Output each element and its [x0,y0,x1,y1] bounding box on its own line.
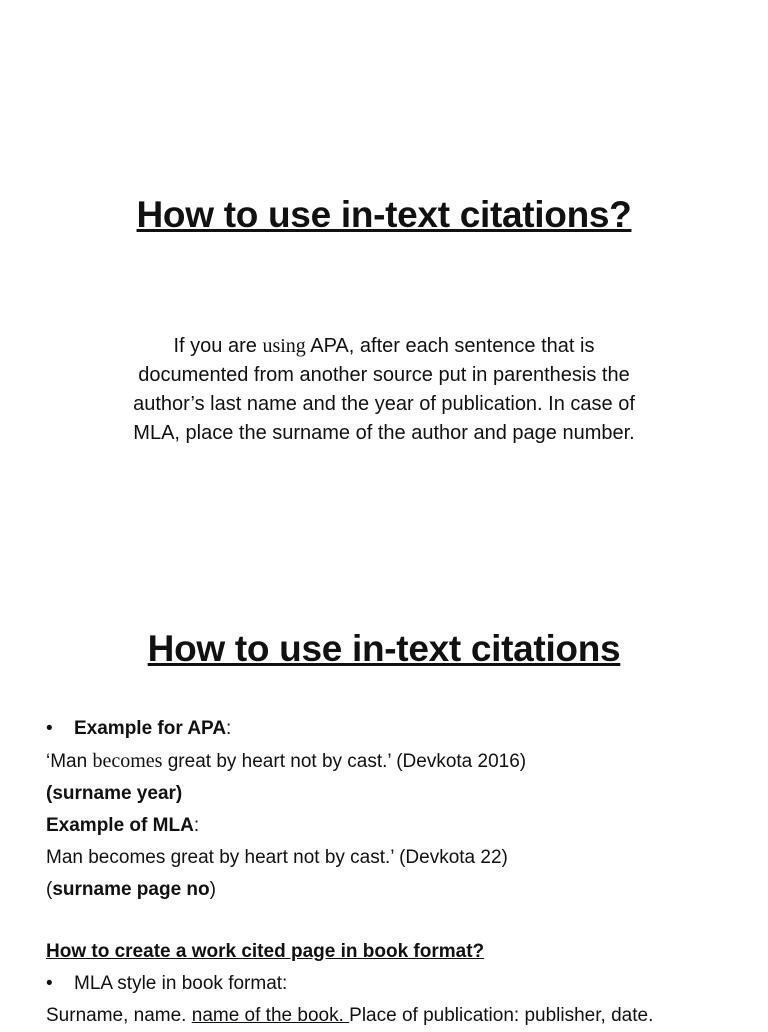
mla-format-bold: surname page no [52,879,210,900]
mla-quote: Man becomes great by heart not by cast.’ (Devkota 22) [46,847,508,868]
mla-label: Example of MLA [46,815,194,836]
apa-quote-serif-word: becomes [92,750,163,772]
apa-quote [46,745,746,778]
apa-quote-start: ‘Man [46,751,93,772]
slide1-title: How to use in-text citations? [136,194,632,235]
mla-book-bullet-text: MLA style in book format: [74,973,288,994]
intro-text-start: If you are [173,335,263,357]
mla-book-bullet [46,968,746,1000]
mla-example-heading [46,810,746,842]
mla-colon: : [193,815,200,836]
works-cited-heading: How to create a work cited page in book format? [46,941,485,962]
book-format-end: Place of publication: publisher, date. [349,1005,654,1026]
bullet-icon: • [46,718,53,739]
intro-serif-word: using [262,335,306,357]
book-format-title: name of the book. [191,1005,350,1026]
mla-format [46,874,746,906]
book-format-start: Surname, name. [46,1005,192,1026]
spacer [46,906,746,936]
apa-colon: : [226,718,232,739]
apa-example-heading [46,713,746,745]
slide2-title: How to use in-text citations [147,628,621,669]
apa-label: Example for APA [74,718,227,739]
mla-format-close: ) [209,879,216,900]
intro-text-end: APA, after each sentence that is documented from another source put in parenthesis the author’s last name and the year of publication. In case of MLA, place the surname of the author and page number. [133,335,635,444]
apa-format: (surname year) [46,783,183,804]
bullet-icon: • [46,973,53,994]
intro-paragraph [120,332,648,448]
book-format [46,1000,746,1032]
citation-examples [46,713,746,1032]
mla-format-open: ( [46,879,53,900]
apa-quote-end: great by heart not by cast.’ (Devkota 2016) [162,751,527,772]
